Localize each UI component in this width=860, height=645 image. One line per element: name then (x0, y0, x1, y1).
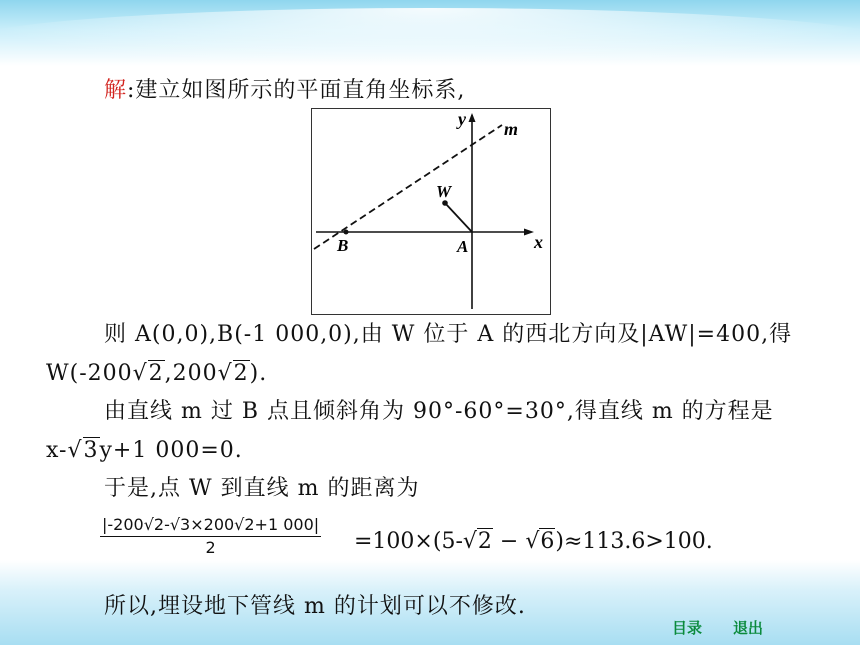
x-axis-arrow (524, 229, 534, 236)
line-conclusion: 所以,埋设地下管线 m 的计划可以不修改. (104, 594, 526, 619)
label-a: A (457, 237, 469, 256)
line-slope: 由直线 m 过 B 点且倾斜角为 90°-60°=30°,得直线 m 的方程是 (104, 399, 774, 424)
sqrt-3-radicand: 3 (83, 438, 99, 463)
w-coords-a: W(-200 (46, 361, 133, 386)
line-coordinates: 则 A(0,0),B(-1 000,0),由 W 位于 A 的西北方向及|AW|=400,得 (104, 322, 793, 347)
point-w (442, 200, 448, 206)
w-coords-c: ). (249, 361, 268, 386)
fraction-numerator: |-200√2-√3×200√2+1 000| (100, 514, 321, 537)
sqrt-2-c-radicand: 2 (477, 529, 492, 554)
sqrt-3: √3 (67, 438, 99, 463)
equation-b: y+1 000=0. (99, 438, 243, 463)
label-y: y (458, 109, 466, 129)
solution-label: 解 (104, 78, 128, 103)
label-b: B (337, 236, 349, 255)
coordinate-diagram (312, 109, 550, 314)
solution-intro (104, 76, 465, 106)
result-c: )≈113.6>100. (555, 529, 713, 554)
label-x: x (534, 232, 543, 252)
sqrt-2-c: √2 (462, 529, 492, 554)
line-distance-result (354, 527, 713, 557)
exit-link[interactable]: 退出 (733, 619, 764, 637)
line-distance-intro: 于是,点 W 到直线 m 的距离为 (104, 476, 420, 501)
sqrt-2-b-radicand: 2 (233, 361, 249, 386)
solution-intro-text: :建立如图所示的平面直角坐标系, (127, 78, 466, 103)
line-equation (46, 436, 243, 466)
sqrt-2-a-radicand: 2 (148, 361, 164, 386)
equation-a: x- (46, 438, 68, 463)
sqrt-2-b: √2 (217, 361, 249, 386)
line-w-coords (46, 359, 267, 389)
result-b: − (492, 529, 526, 554)
header-swoosh (0, 8, 860, 78)
header-decoration (0, 0, 860, 66)
sqrt-2-a: √2 (132, 361, 164, 386)
w-coords-b: ,200 (164, 361, 218, 386)
sqrt-6: √6 (525, 529, 555, 554)
label-m: m (504, 119, 519, 139)
y-axis-arrow (469, 113, 476, 122)
distance-fraction (100, 514, 321, 559)
fraction-denominator: 2 (205, 538, 216, 557)
contents-link[interactable]: 目录 (672, 619, 703, 637)
line-m (314, 125, 502, 249)
point-b (344, 230, 349, 235)
sqrt-6-radicand: 6 (540, 529, 555, 554)
coordinate-figure (311, 108, 551, 315)
result-a: =100×(5- (354, 529, 463, 554)
segment-aw (445, 203, 472, 232)
label-w: W (436, 182, 452, 201)
